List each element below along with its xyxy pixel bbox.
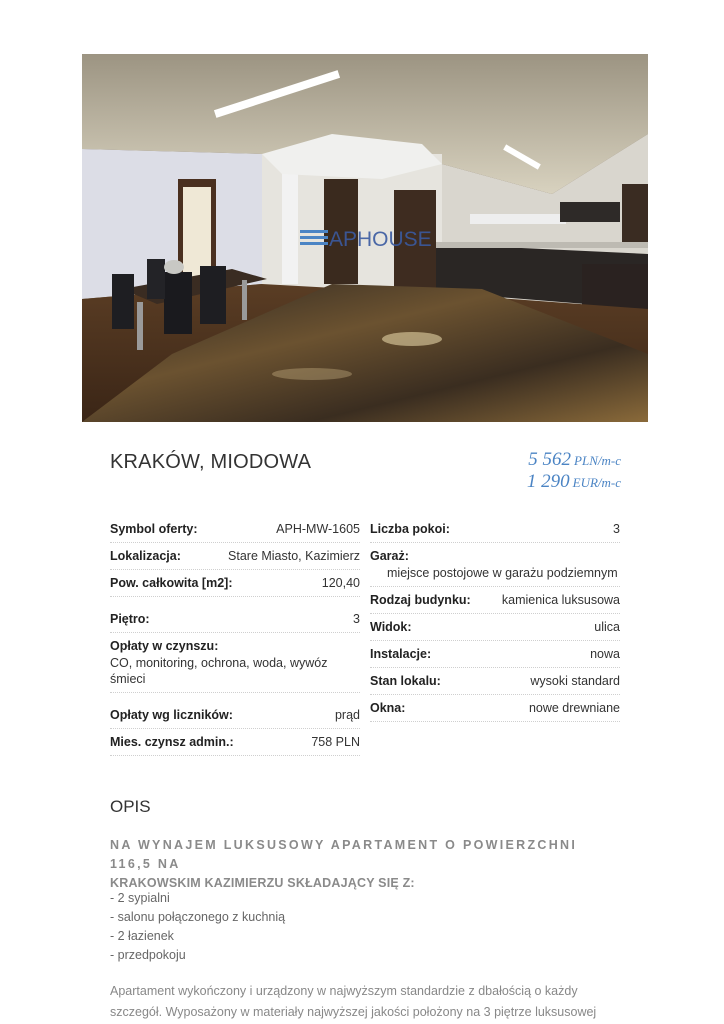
list-item: - 2 sypialni	[110, 891, 170, 905]
description-lead-line2: KRAKOWSKIM KAZIMIERZU SKŁADAJĄCY SIĘ Z:	[110, 876, 415, 890]
price-block	[527, 449, 621, 493]
detail-row-view: Widok: ulica	[370, 614, 620, 641]
apartment-photo	[82, 54, 648, 422]
detail-row-installations: Instalacje: nowa	[370, 641, 620, 668]
detail-row-condition: Stan lokalu: wysoki standard	[370, 668, 620, 695]
detail-row-symbol: Symbol oferty: APH-MW-1605	[110, 516, 360, 543]
details-left-column	[110, 516, 360, 756]
price-eur: 1 290 EUR/m-c	[526, 471, 621, 492]
detail-row-metered-fees: Opłaty wg liczników: prąd	[110, 693, 360, 729]
description-lead	[110, 836, 622, 893]
detail-row-building-type: Rodzaj budynku: kamienica luksusowa	[370, 587, 620, 614]
description-lead-line1: NA WYNAJEM LUKSUSOWY APARTAMENT O POWIERZCHNI 116,5 NA	[110, 838, 578, 871]
detail-row-location: Lokalizacja: Stare Miasto, Kazimierz	[110, 543, 360, 570]
description-paragraph: Apartament wykończony i urządzony w najwyższym standardzie z dbałością o każdy szczegół. Wyposażony w materiały najwyższej jakości położony na 3 piętrze luksusowej	[110, 984, 597, 1019]
detail-row-rent-includes: Opłaty w czynszu: CO, monitoring, ochrona, woda, wywóz śmieci	[110, 633, 360, 693]
detail-row-admin-rent: Mies. czynsz admin.: 758 PLN	[110, 729, 360, 756]
details-right-column	[370, 516, 620, 722]
description-heading: OPIS	[110, 797, 151, 816]
detail-row-garage: Garaż: miejsce postojowe w garażu podziemnym	[370, 543, 620, 587]
list-item: - salonu połączonego z kuchnią	[110, 910, 286, 924]
room-list	[110, 889, 285, 965]
detail-row-windows: Okna: nowe drewniane	[370, 695, 620, 722]
list-item: - przedpokoju	[110, 948, 186, 962]
listing-title: KRAKÓW, MIODOWA	[110, 451, 312, 473]
detail-row-rooms: Liczba pokoi: 3	[370, 516, 620, 543]
list-item: - 2 łazienek	[110, 929, 174, 943]
detail-row-area: Pow. całkowita [m2]: 120,40	[110, 570, 360, 597]
price-pln: 5 562 PLN/m-c	[528, 449, 621, 470]
aphouse-watermark: APHOUSE	[329, 228, 432, 251]
detail-row-floor: Piętro: 3	[110, 597, 360, 633]
